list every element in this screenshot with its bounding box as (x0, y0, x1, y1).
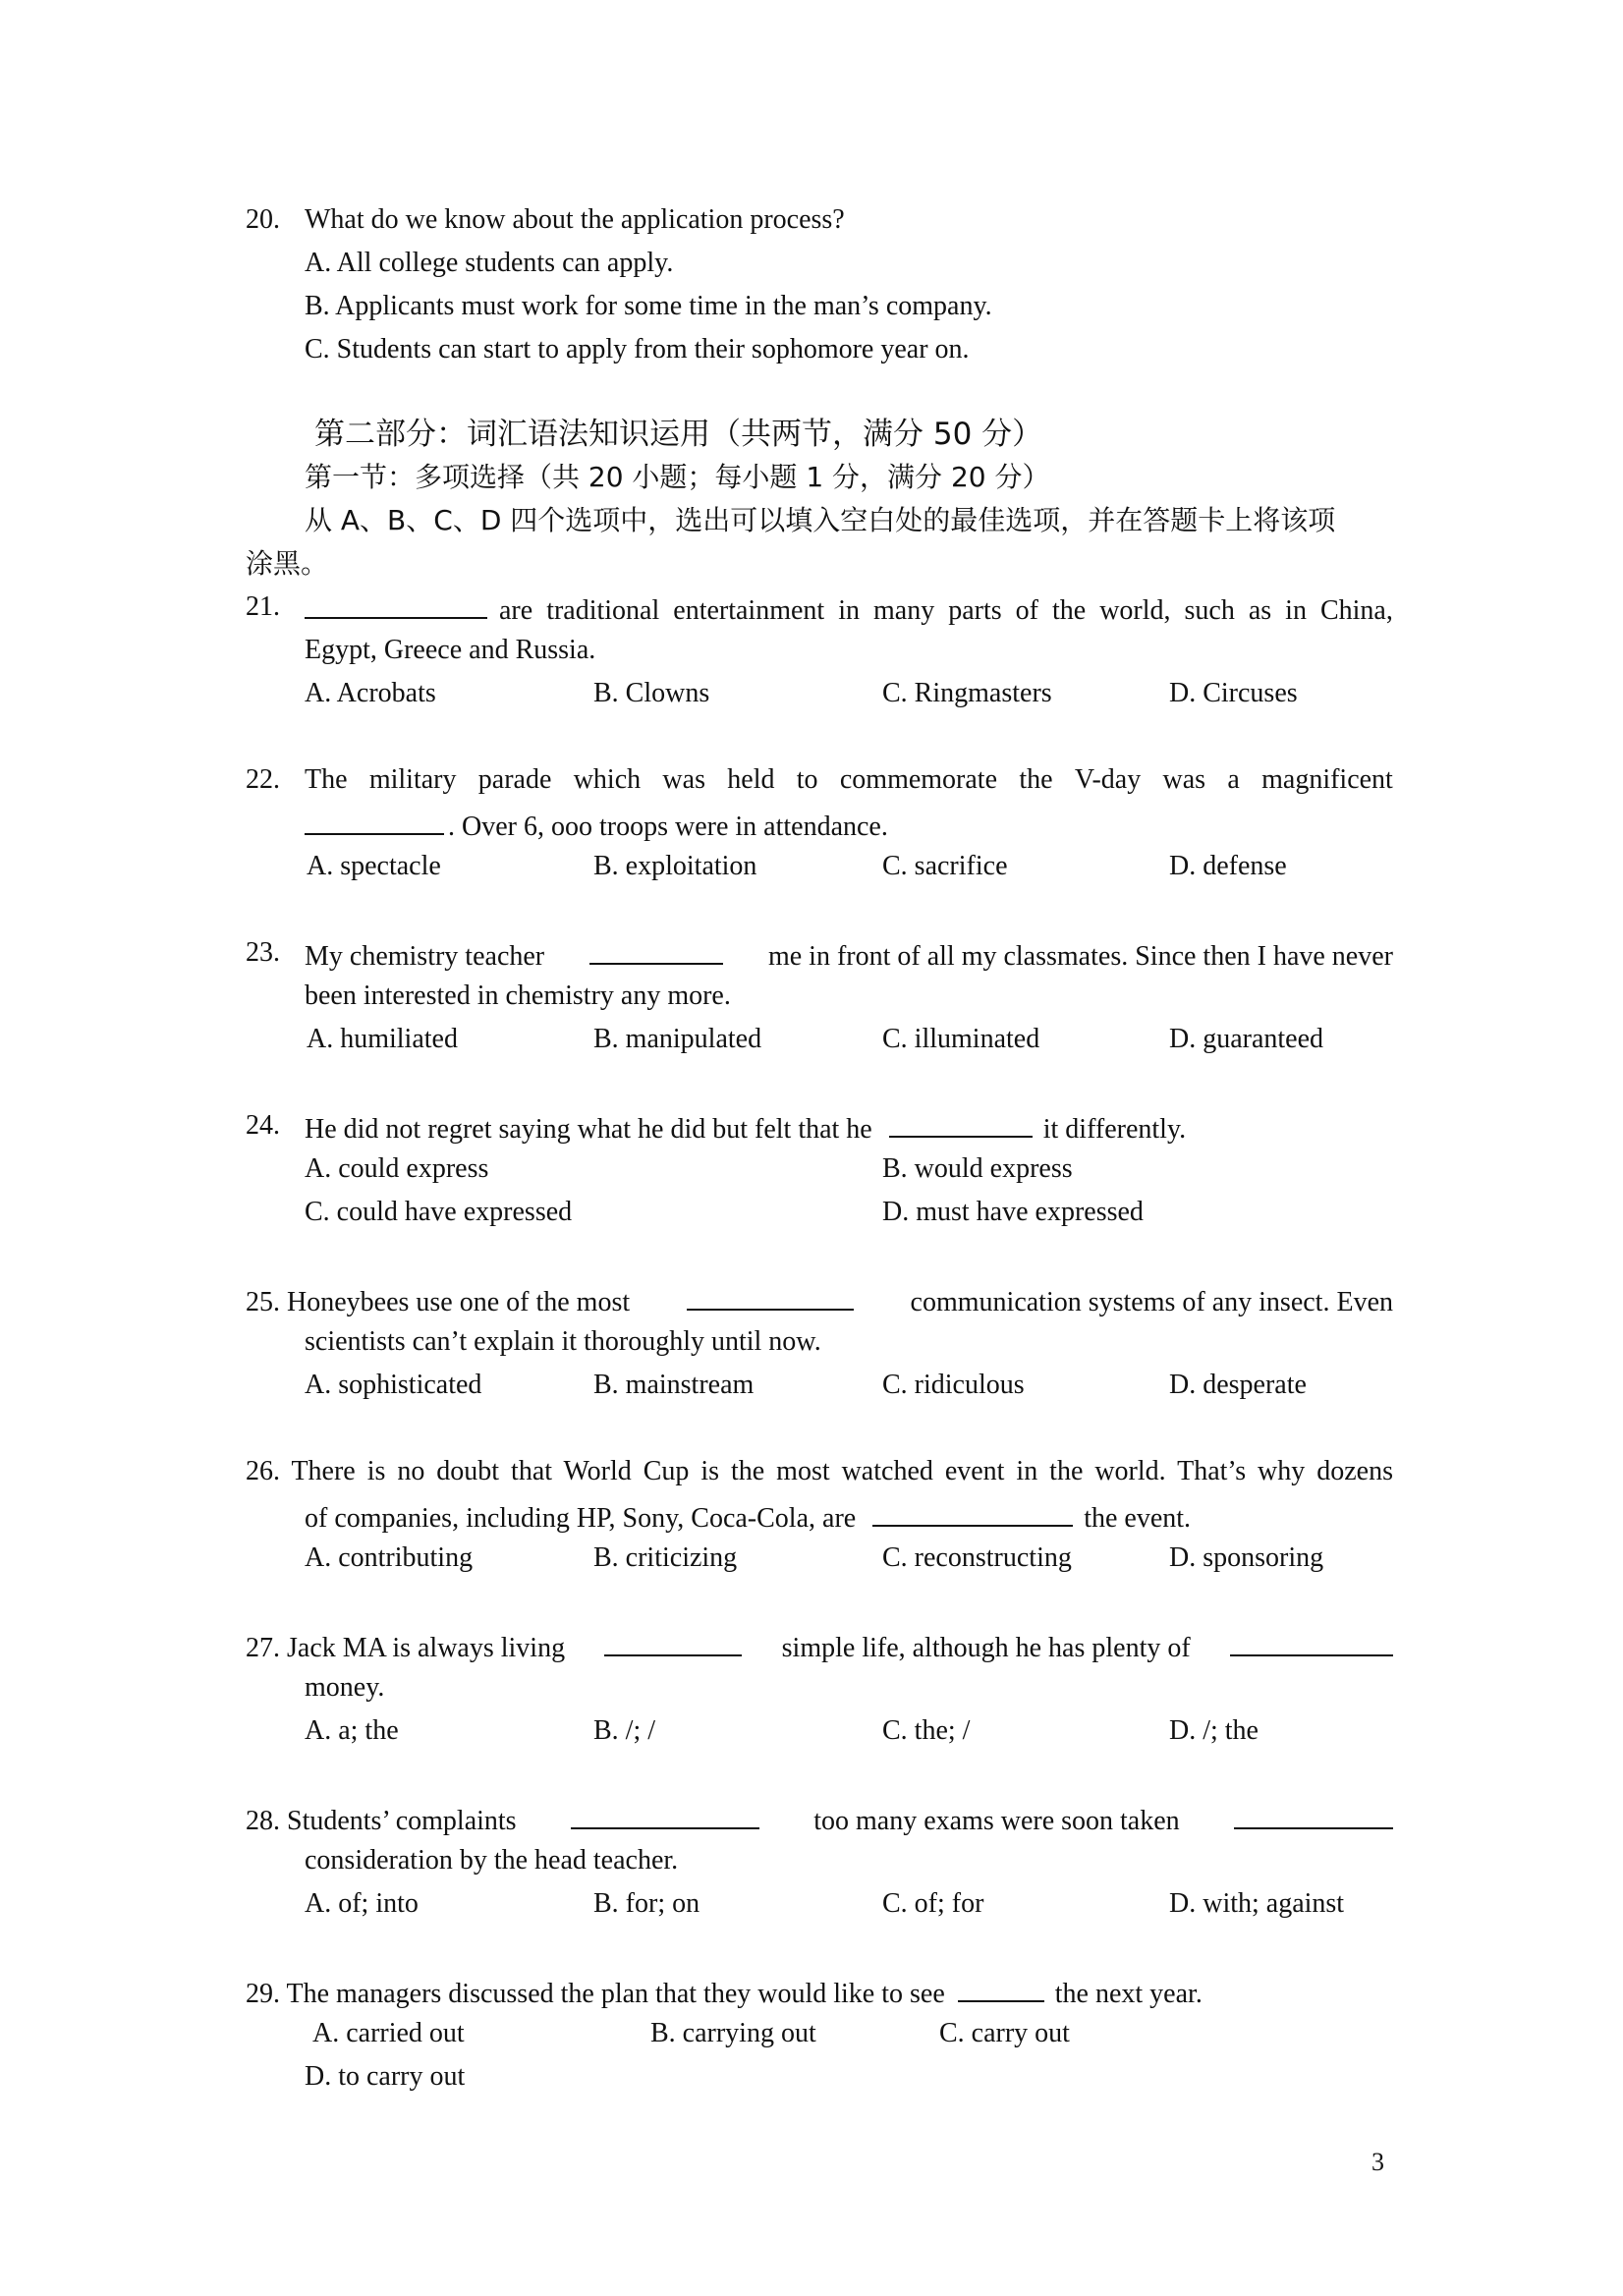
stem-word: as (1248, 595, 1272, 626)
q27-stem-mid: simple life, although he has plenty of (781, 1633, 1191, 1663)
stem-word: parade (477, 764, 552, 795)
part2-instructions-line1: 从 A、B、C、D 四个选项中，选出可以填入空白处的最佳选项，并在答题卡上将该项 (305, 504, 1336, 536)
q23-line1 (246, 935, 1393, 971)
q21-option-b: B. Clowns (593, 678, 710, 708)
part2-instructions-line2: 涂黑。 (246, 547, 329, 580)
stem-word: military (368, 764, 457, 795)
q25-option-a: A. sophisticated (305, 1370, 482, 1400)
q25-line1 (246, 1281, 1393, 1320)
stem-word: The (305, 764, 348, 795)
q21-line1 (246, 589, 1393, 625)
q22-stem-line2: . Over 6, ooo troops were in attendance. (448, 812, 888, 842)
q22-option-c: C. sacrifice (882, 851, 1008, 881)
q24-stem-before: He did not regret saying what he did but felt that he (305, 1114, 872, 1145)
q28-option-b: B. for; on (593, 1888, 700, 1919)
q24-option-a: A. could express (305, 1153, 489, 1184)
q20-option-b: B. Applicants must work for some time in the man’s company. (305, 291, 992, 321)
part2-heading: 第二部分：词汇语法知识运用（共两节，满分 50 分） (314, 417, 1043, 452)
q23-option-b: B. manipulated (593, 1024, 762, 1054)
stem-word: many (872, 595, 935, 626)
q22-number: 22. (246, 764, 280, 795)
q26-option-c: C. reconstructing (882, 1542, 1072, 1573)
stem-word: the (1051, 595, 1087, 626)
q21-option-c: C. Ringmasters (882, 678, 1052, 708)
q28-option-d: D. with; against (1169, 1888, 1345, 1919)
q28-stem-line2: consideration by the head teacher. (305, 1845, 679, 1876)
q26-line2 (305, 1497, 1191, 1537)
q22-option-b: B. exploitation (593, 851, 757, 881)
q21-stem-line2: Egypt, Greece and Russia. (305, 635, 596, 665)
stem-word: was (1162, 764, 1206, 795)
page-number: 3 (1371, 2148, 1384, 2176)
stem-word: such (1184, 595, 1235, 626)
q26-stem-line1 (246, 1454, 1393, 1489)
stem-word: China, (1319, 595, 1393, 626)
q25-option-b: B. mainstream (593, 1370, 755, 1400)
stem-word: a (1227, 764, 1240, 795)
q20-line (246, 202, 845, 238)
stem-word: which (573, 764, 642, 795)
q25-option-d: D. desperate (1169, 1370, 1307, 1400)
stem-word: commemorate (839, 764, 998, 795)
stem-word: V-day (1074, 764, 1142, 795)
stem-word: to (796, 764, 818, 795)
q26-option-a: A. contributing (305, 1542, 474, 1573)
q23-blank (589, 935, 723, 965)
q21-stem (499, 593, 1393, 629)
stem-word: are (499, 595, 533, 626)
q28-option-c: C. of; for (882, 1888, 984, 1919)
q24-option-d: D. must have expressed (882, 1197, 1144, 1227)
q23-number: 23. (246, 937, 280, 968)
stem-word: entertainment (673, 595, 825, 626)
q24-option-c: C. could have expressed (305, 1197, 573, 1227)
q29-option-a: A. carried out (312, 2018, 465, 2048)
q28-blank-1 (571, 1800, 759, 1829)
q26-stem-text: 26. There is no doubt that World Cup is the most watched event in the world. That’s why dozens (246, 1456, 1393, 1486)
q25-stem-after: communication systems of any insect. Even (910, 1287, 1393, 1317)
q21-option-a: A. Acrobats (305, 678, 436, 708)
q23-option-d: D. guaranteed (1169, 1024, 1324, 1054)
q22-line2 (305, 806, 888, 845)
q25-stem-line2: scientists can’t explain it thoroughly until now. (305, 1326, 821, 1357)
q20-number: 20. (246, 204, 280, 235)
stem-word: magnificent (1261, 764, 1393, 795)
q24-stem-after: it differently. (1042, 1114, 1187, 1145)
stem-word: of (1015, 595, 1038, 626)
q29-option-c: C. carry out (939, 2018, 1070, 2048)
q27-option-b: B. /; / (593, 1715, 656, 1746)
q20-stem: What do we know about the application process? (305, 204, 845, 235)
q26-stem-before: of companies, including HP, Sony, Coca-Cola, are (305, 1503, 857, 1534)
q29-stem-before: 29. The managers discussed the plan that they would like to see (246, 1979, 945, 2009)
q29-line1 (246, 1973, 1203, 2012)
q26-option-d: D. sponsoring (1169, 1542, 1324, 1573)
q20-option-c: C. Students can start to apply from their sophomore year on. (305, 334, 970, 364)
q29-option-b: B. carrying out (650, 2018, 816, 2048)
q25-blank (687, 1281, 854, 1311)
q28-stem-mid: too many exams were soon taken (813, 1806, 1180, 1836)
q24-number: 24. (246, 1110, 280, 1141)
q23-option-a: A. humiliated (307, 1024, 458, 1054)
q24-blank (889, 1108, 1033, 1138)
stem-word: world, (1099, 595, 1171, 626)
stem-word: was (662, 764, 705, 795)
part2-section1-heading: 第一节：多项选择（共 20 小题；每小题 1 分，满分 20 分） (305, 461, 1050, 493)
q27-option-c: C. the; / (882, 1715, 971, 1746)
q22-stem (305, 762, 1393, 798)
q27-stem-line2: money. (305, 1672, 385, 1703)
stem-word: in (1285, 595, 1307, 626)
q22-option-d: D. defense (1169, 851, 1287, 881)
q26-blank (872, 1497, 1073, 1527)
q23-stem-after: me in front of all my classmates. Since then I have never (767, 941, 1393, 972)
q28-option-a: A. of; into (305, 1888, 419, 1919)
q29-option-d: D. to carry out (305, 2061, 466, 2092)
q21-blank (305, 589, 487, 619)
q28-blank-2 (1234, 1800, 1393, 1829)
q27-stem-before: 27. Jack MA is always living (246, 1633, 566, 1663)
q22-option-a: A. spectacle (307, 851, 441, 881)
stem-word: parts (948, 595, 1002, 626)
stem-word: the (1019, 764, 1053, 795)
q23-stem-before: My chemistry teacher (305, 941, 545, 972)
q27-blank-1 (604, 1627, 742, 1656)
q27-blank-2 (1230, 1627, 1393, 1656)
q23-stem-line2: been interested in chemistry any more. (305, 980, 731, 1011)
q29-blank (958, 1973, 1044, 2002)
q24-option-b: B. would express (882, 1153, 1073, 1184)
q29-stem-after: the next year. (1054, 1979, 1203, 2009)
q25-stem-before: 25. Honeybees use one of the most (246, 1287, 631, 1317)
q20-option-a: A. All college students can apply. (305, 248, 674, 278)
q25-option-c: C. ridiculous (882, 1370, 1025, 1400)
stem-word: in (838, 595, 860, 626)
q27-option-d: D. /; the (1169, 1715, 1259, 1746)
q21-option-d: D. Circuses (1169, 678, 1298, 708)
q26-stem-after: the event. (1084, 1503, 1192, 1534)
q26-option-b: B. criticizing (593, 1542, 738, 1573)
q23-option-c: C. illuminated (882, 1024, 1040, 1054)
q28-stem-before: 28. Students’ complaints (246, 1806, 517, 1836)
q28-line1 (246, 1800, 1393, 1839)
stem-word: traditional (546, 595, 660, 626)
q22-blank (305, 806, 444, 835)
q22-line1 (246, 762, 1393, 798)
q24-line1 (246, 1108, 1187, 1145)
q27-line1 (246, 1627, 1393, 1666)
q27-option-a: A. a; the (305, 1715, 399, 1746)
stem-word: held (727, 764, 775, 795)
q21-number: 21. (246, 591, 280, 622)
